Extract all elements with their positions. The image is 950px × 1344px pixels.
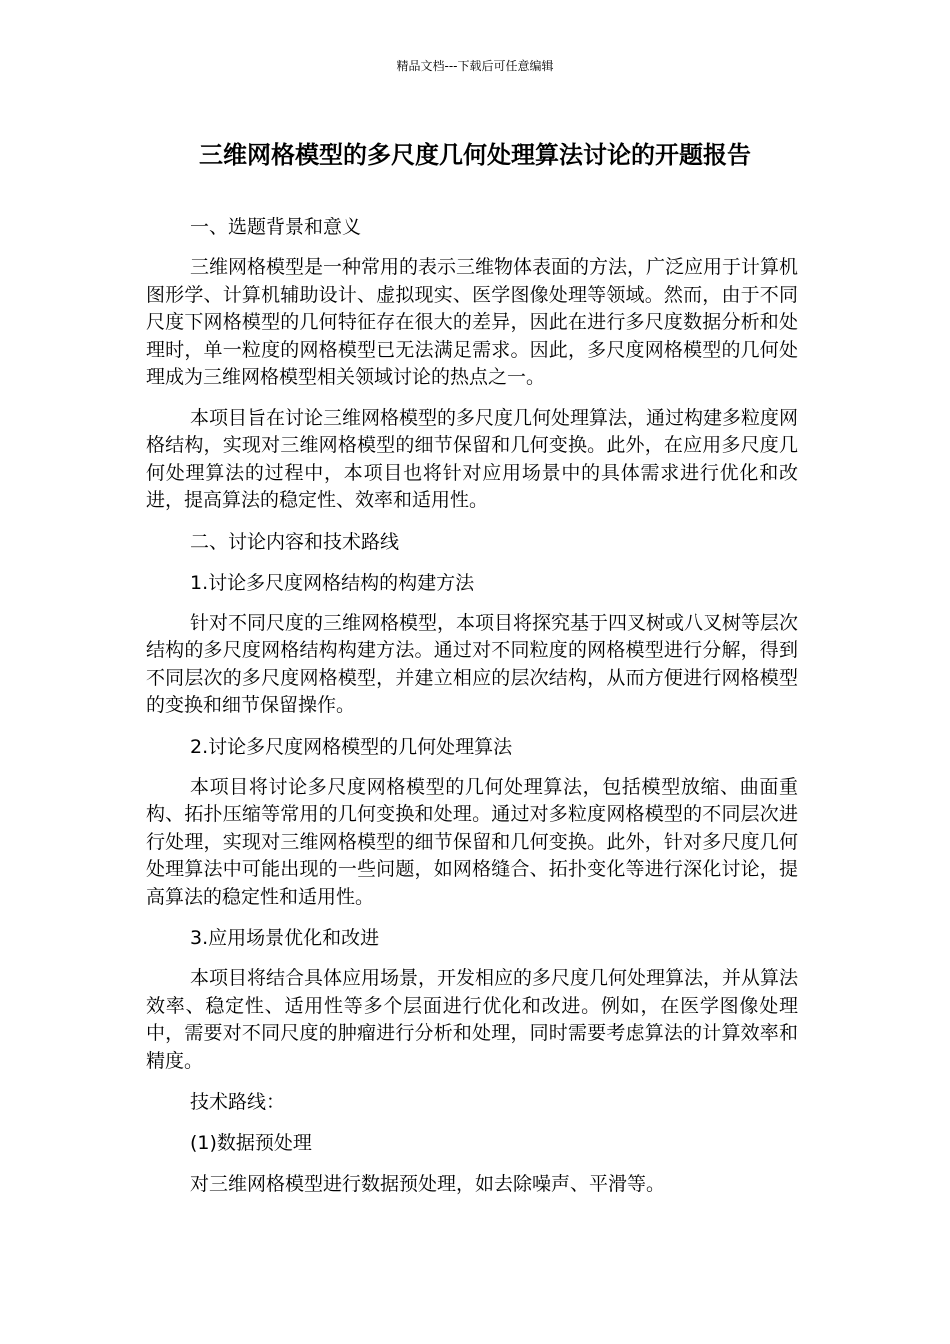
subsection-heading-3: 3.应用场景优化和改进 (190, 927, 380, 949)
document-title: 三维网格模型的多尺度几何处理算法讨论的开题报告 (199, 141, 751, 169)
step-heading-1: (1)数据预处理 (190, 1132, 312, 1154)
paragraph-project-goal: 本项目旨在讨论三维网格模型的多尺度几何处理算法，通过构建多粒度网格结构，实现对三维网格模型的细节保留和几何变换。此外，在应用多尺度几何处理算法的过程中，本项目也将针对应用场景中的具体需求进行优化和改进，提高算法的稳定性、效率和适用性。 (146, 406, 799, 511)
paragraph-background: 三维网格模型是一种常用的表示三维物体表面的方法，广泛应用于计算机图形学、计算机辅助设计、虚拟现实、医学图像处理等领域。然而，由于不同尺度下网格模型的几何特征存在很大的差异，因此在进行多尺度数据分析和处理时，单一粒度的网格模型已无法满足需求。因此，多尺度网格模型的几何处理成为三维网格模型相关领域讨论的热点之一。 (146, 256, 799, 388)
paragraph-structure-method: 针对不同尺度的三维网格模型，本项目将探究基于四叉树或八叉树等层次结构的多尺度网格结构构建方法。通过对不同粒度的网格模型进行分解，得到不同层次的多尺度网格模型，并建立相应的层次结构，从而方便进行网格模型的变换和细节保留操作。 (146, 611, 799, 716)
document-body (146, 213, 798, 1211)
paragraph-geometry-algorithm: 本项目将讨论多尺度网格模型的几何处理算法，包括模型放缩、曲面重构、拓扑压缩等常用的几何变换和处理。通过对多粒度网格模型的不同层次进行处理，实现对三维网格模型的细节保留和几何变换。此外，针对多尺度几何处理算法中可能出现的一些问题，如网格缝合、拓扑变化等进行深化讨论，提高算法的稳定性和适用性。 (146, 775, 798, 908)
page-header: 精品文档---下载后可任意编辑 (396, 59, 554, 73)
paragraph-application: 本项目将结合具体应用场景，开发相应的多尺度几何处理算法，并从算法效率、稳定性、适用性等多个层面进行优化和改进。例如，在医学图像处理中，需要对不同尺度的肿瘤进行分析和处理，同时需要考虑算法的计算效率和精度。 (146, 967, 799, 1072)
section-heading-background: 一、选题背景和意义 (190, 216, 362, 238)
subsection-heading-2: 2.讨论多尺度网格模型的几何处理算法 (190, 735, 513, 758)
section-heading-content: 二、讨论内容和技术路线 (190, 530, 400, 553)
subsection-heading-1: 1.讨论多尺度网格结构的构建方法 (190, 571, 475, 594)
step-description-1: 对三维网格模型进行数据预处理，如去除噪声、平滑等。 (190, 1173, 666, 1195)
technical-route-label: 技术路线： (190, 1091, 286, 1113)
